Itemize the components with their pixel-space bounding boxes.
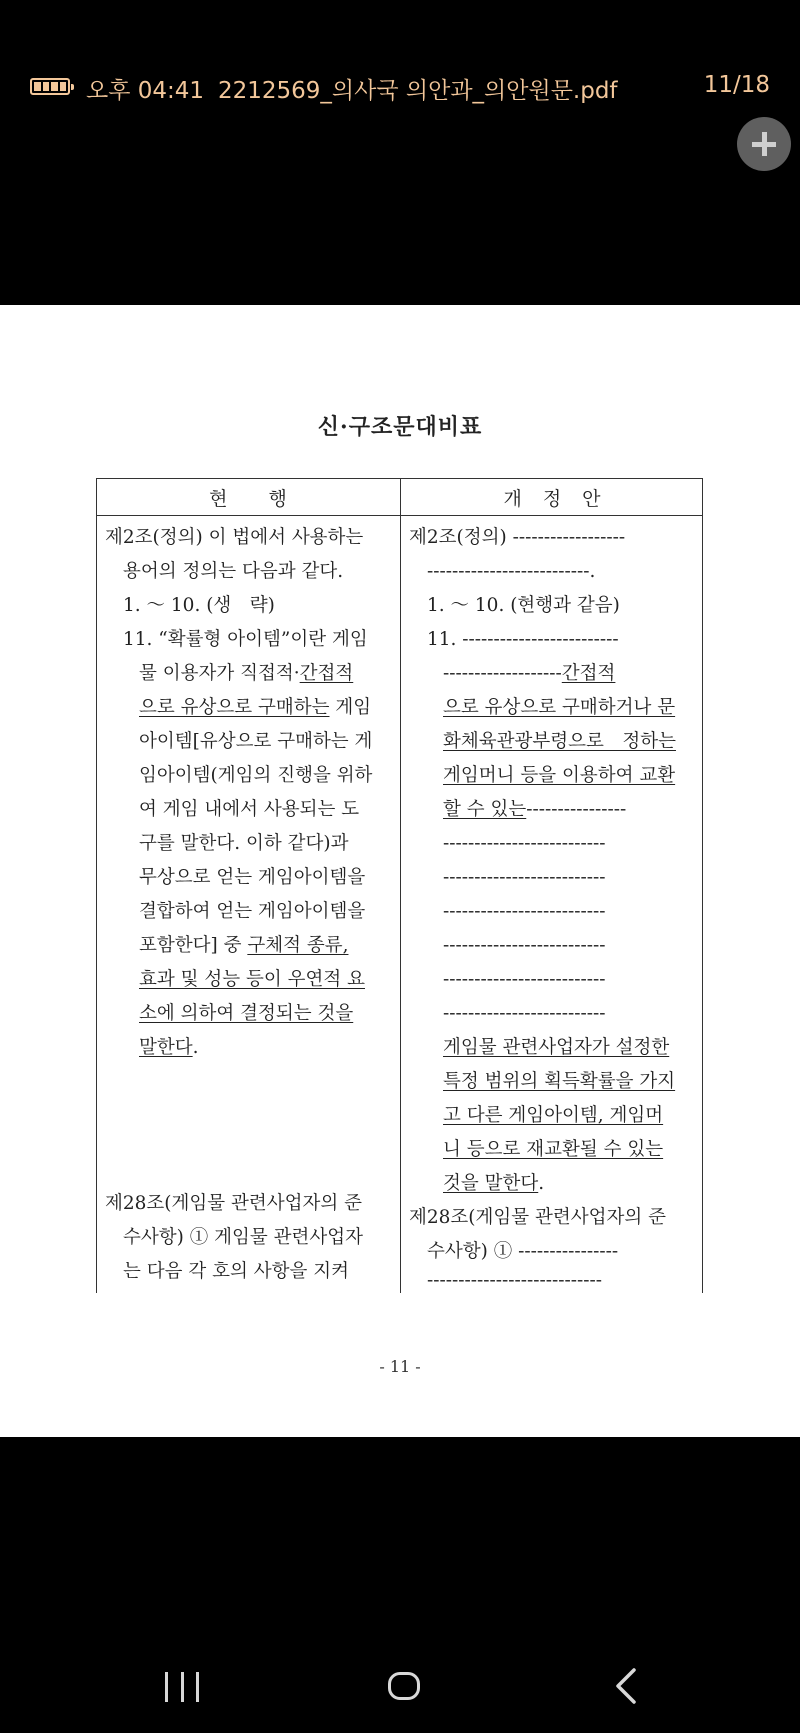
right-line: 수사항) ① ----------------: [427, 1241, 619, 1262]
left-line: 결합하여 얻는 게임아이템을: [139, 901, 366, 922]
left-line: 아이템[유상으로 구매하는 게: [139, 731, 373, 752]
right-line: --------------------------: [443, 1003, 606, 1024]
page-title: 신·구조문대비표: [317, 414, 483, 440]
left-line: 11. “확률형 아이템”이란 게임: [123, 629, 368, 650]
right-line: 특정 범위의 획득확률을 가지: [443, 1071, 676, 1092]
left-line: 는 다음 각 호의 사항을 지켜: [123, 1261, 349, 1282]
left-line: 으로 유상으로 구매하는 게임: [139, 697, 372, 718]
right-line: --------------------------: [443, 833, 606, 854]
page-indicator: 11/18: [703, 72, 770, 98]
right-line: 니 등으로 재교환될 수 있는: [443, 1139, 664, 1160]
battery-icon: [30, 78, 70, 95]
left-line: 말한다.: [139, 1037, 199, 1058]
status-bar: [0, 70, 800, 106]
file-name: 2212569_의사국 의안과_의안원문.pdf: [218, 78, 618, 104]
right-line: 화체육관광부령으로 정하는: [443, 731, 676, 752]
left-line: 효과 및 성능 등이 우연적 요: [139, 969, 365, 990]
left-line: 여 게임 내에서 사용되는 도: [139, 799, 360, 820]
right-line: --------------------------: [443, 901, 606, 922]
home-button[interactable]: [388, 1672, 420, 1700]
column-divider: [400, 479, 401, 1293]
right-line: 것을 말한다.: [443, 1173, 545, 1194]
right-line: 제28조(게임물 관련사업자의 준: [409, 1207, 666, 1228]
clock: 오후 04:41: [86, 78, 205, 104]
back-button[interactable]: [612, 1668, 642, 1704]
right-line: ----------------------------: [427, 1270, 603, 1291]
pdf-page: [0, 305, 800, 1437]
right-line: 제2조(정의) ------------------: [409, 527, 626, 548]
left-line: 임아이템(게임의 진행을 위하: [139, 765, 373, 786]
right-line: --------------------------: [443, 969, 606, 990]
header-divider: [97, 515, 702, 516]
right-line: 1. ～ 10. (현행과 같음): [427, 595, 620, 616]
right-line: --------------------------: [443, 935, 606, 956]
left-line: 수사항) ① 게임물 관련사업자: [123, 1227, 363, 1248]
page-number: - 11 -: [379, 1357, 421, 1376]
add-button[interactable]: [737, 117, 791, 171]
header-amendment: 개 정 안: [503, 488, 602, 510]
left-line: 무상으로 얻는 게임아이템을: [139, 867, 366, 888]
right-line: 으로 유상으로 구매하거나 문: [443, 697, 676, 718]
left-line: 포함한다] 중 구체적 종류,: [139, 935, 349, 956]
right-line: --------------------------.: [427, 561, 596, 582]
left-line: 구를 말한다. 이하 같다)과: [139, 833, 349, 854]
left-line: 제2조(정의) 이 법에서 사용하는: [105, 527, 364, 548]
right-line: 게임물 관련사업자가 설정한: [443, 1037, 670, 1058]
left-line: 소에 의하여 결정되는 것을: [139, 1003, 354, 1024]
header-current: 현 행: [209, 488, 288, 510]
left-line: 1. ～ 10. (생 략): [123, 595, 275, 616]
left-line: 용어의 정의는 다음과 같다.: [123, 561, 344, 582]
left-line: 물 이용자가 직접적·간접적: [139, 663, 354, 684]
comparison-table: [96, 478, 703, 1293]
right-line: --------------------------: [443, 867, 606, 888]
right-line: -------------------간접적: [443, 663, 616, 684]
right-line: 11. -------------------------: [427, 629, 619, 650]
right-line: 고 다른 게임아이템, 게임머: [443, 1105, 664, 1126]
recent-apps-button[interactable]: [165, 1672, 199, 1702]
back-icon: [612, 1668, 642, 1704]
left-line: 제28조(게임물 관련사업자의 준: [105, 1193, 362, 1214]
top-black-area: [0, 0, 800, 305]
right-line: 할 수 있는----------------: [443, 799, 627, 820]
right-line: 게임머니 등을 이용하여 교환: [443, 765, 676, 786]
